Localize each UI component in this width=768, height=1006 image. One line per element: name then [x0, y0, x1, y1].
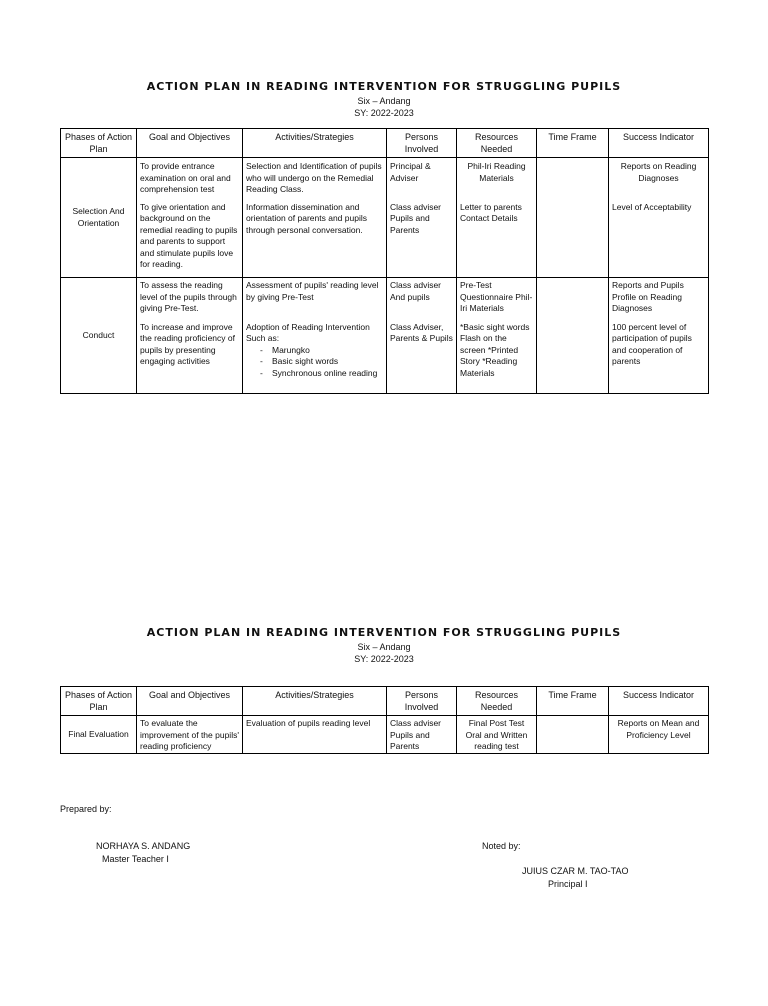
document-title: ACTION PLAN IN READING INTERVENTION FOR STRUGGLING PUPILS: [146, 626, 622, 639]
indicator-cell: 100 percent level of participation of pupils and cooperation of parents: [609, 322, 709, 394]
header-resources: Resources Needed: [457, 129, 537, 158]
resources-cell: Final Post Test Oral and Written reading test: [457, 716, 537, 753]
persons-cell: Class Adviser, Parents & Pupils: [387, 322, 457, 394]
header-time-frame: Time Frame: [537, 687, 609, 716]
school-year: SY: 2022-2023: [354, 654, 414, 664]
header-phase: Phases of Action Plan: [61, 129, 137, 158]
persons-cell: Class adviser Pupils and Parents: [387, 716, 457, 753]
noted-by-label: Noted by:: [482, 841, 521, 851]
noter-name: JUIUS CZAR M. TAO-TAO: [522, 866, 629, 876]
time-frame-cell: [537, 278, 609, 322]
time-frame-cell: [537, 202, 609, 278]
section-name: Six – Andang: [357, 96, 411, 106]
indicator-cell: Reports on Mean and Proficiency Level: [609, 716, 709, 753]
header-persons: Persons Involved: [387, 129, 457, 158]
goal-cell: To provide entrance examination on oral and comprehension test: [137, 158, 243, 202]
goal-cell: To evaluate the improvement of the pupils' reading proficiency: [137, 716, 243, 753]
header-activities: Activities/Strategies: [243, 129, 387, 158]
header-success-indicator: Success Indicator: [609, 129, 709, 158]
resources-cell: Phil-Iri Reading Materials: [457, 158, 537, 202]
activities-cell: Evaluation of pupils reading level: [243, 716, 387, 753]
table-header-row: [61, 129, 709, 158]
indicator-cell: Reports on Reading Diagnoses: [609, 158, 709, 202]
resources-cell: *Basic sight words Flash on the screen *Printed Story *Reading Materials: [457, 322, 537, 394]
action-plan-table-1: [60, 128, 709, 394]
preparer-name: NORHAYA S. ANDANG: [96, 841, 191, 851]
header-resources: Resources Needed: [457, 687, 537, 716]
header-goal: Goal and Objectives: [137, 687, 243, 716]
persons-cell: Class adviser And pupils: [387, 278, 457, 322]
list-item: - Synchronous online reading: [260, 368, 383, 379]
activities-cell: Assessment of pupils' reading level by giving Pre-Test: [243, 278, 387, 322]
phase-cell: Final Evaluation: [61, 716, 137, 753]
prepared-by-label: Prepared by:: [60, 804, 112, 814]
goal-cell: To increase and improve the reading proficiency of pupils by presenting engaging activities: [137, 322, 243, 394]
header-goal: Goal and Objectives: [137, 129, 243, 158]
time-frame-cell: [537, 322, 609, 394]
table-row: [61, 202, 709, 278]
time-frame-cell: [537, 716, 609, 753]
header-phase: Phases of Action Plan: [61, 687, 137, 716]
indicator-cell: Level of Acceptability: [609, 202, 709, 278]
table-header-row: [61, 687, 709, 716]
header-activities: Activities/Strategies: [243, 687, 387, 716]
table-row: [61, 322, 709, 394]
header-success-indicator: Success Indicator: [609, 687, 709, 716]
school-year: SY: 2022-2023: [354, 108, 414, 118]
goal-cell: To assess the reading level of the pupils through giving Pre-Test.: [137, 278, 243, 322]
persons-cell: Principal & Adviser: [387, 158, 457, 202]
activities-cell: Selection and Identification of pupils who will undergo on the Remedial Reading Class.: [243, 158, 387, 202]
table-row: [61, 158, 709, 202]
list-item: - Basic sight words: [260, 356, 383, 367]
table-row: [61, 716, 709, 753]
table-row: [61, 278, 709, 322]
document-title: ACTION PLAN IN READING INTERVENTION FOR STRUGGLING PUPILS: [146, 80, 622, 93]
activities-cell: Information dissemination and orientation of parents and pupils through personal conversation.: [243, 202, 387, 278]
time-frame-cell: [537, 158, 609, 202]
section-name: Six – Andang: [357, 642, 411, 652]
indicator-cell: Reports and Pupils Profile on Reading Diagnoses: [609, 278, 709, 322]
noter-title: Principal I: [548, 879, 588, 889]
persons-cell: Class adviser Pupils and Parents: [387, 202, 457, 278]
resources-cell: Letter to parents Contact Details: [457, 202, 537, 278]
list-item: - Marungko: [260, 345, 383, 356]
resources-cell: Pre-Test Questionnaire Phil-Iri Materials: [457, 278, 537, 322]
preparer-title: Master Teacher I: [102, 854, 169, 864]
header-persons: Persons Involved: [387, 687, 457, 716]
phase-cell: Conduct: [61, 278, 137, 394]
activities-intro: Adoption of Reading Intervention Such as:: [246, 321, 370, 344]
action-plan-table-2: [60, 686, 709, 754]
goal-cell: To give orientation and background on the remedial reading to pupils and parents to support and stimulate pupils love for reading.: [137, 202, 243, 278]
activities-cell: [243, 322, 387, 394]
header-time-frame: Time Frame: [537, 129, 609, 158]
phase-cell: Selection And Orientation: [61, 158, 137, 278]
intervention-list: [246, 345, 383, 379]
